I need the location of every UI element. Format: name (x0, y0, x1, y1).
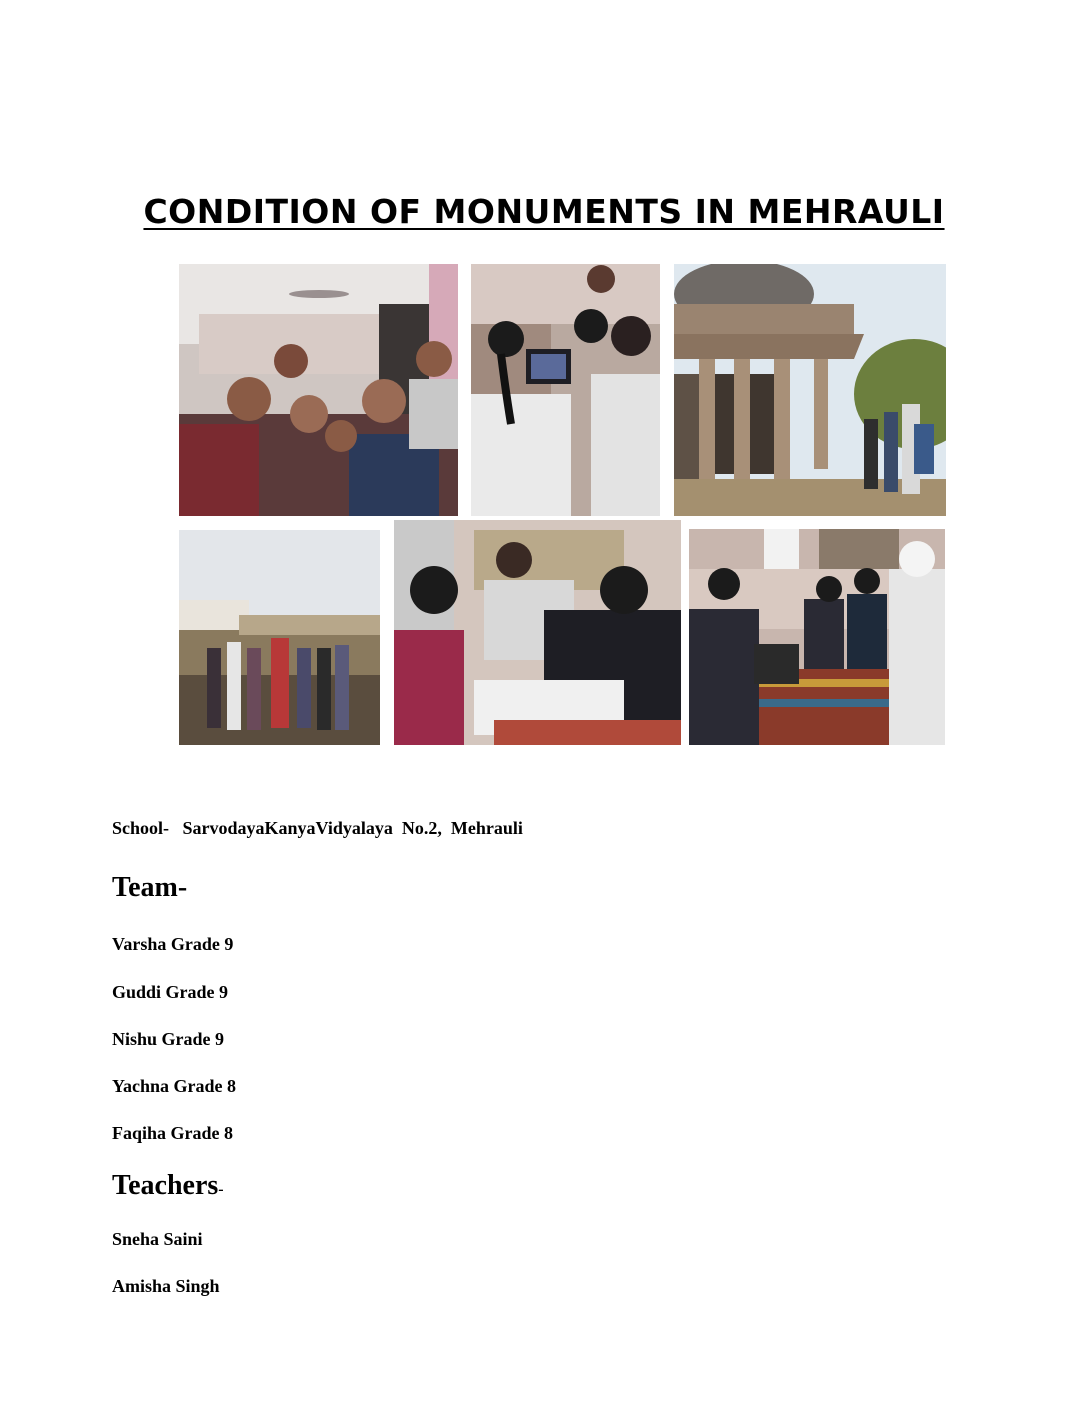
teachers-heading: Teachers- (112, 1170, 224, 1201)
photo-monument (674, 264, 946, 516)
team-heading: Team- (112, 872, 188, 903)
team-member: Nishu Grade 9 (112, 1029, 225, 1049)
photo-group-selfie (179, 264, 458, 516)
photo-group-outdoors (179, 530, 380, 745)
team-member: Yachna Grade 8 (112, 1076, 237, 1096)
photo-students-writing (394, 520, 681, 745)
school-line: School- SarvodayaKanyaVidyalaya No.2, Mehrauli (112, 818, 523, 838)
team-member: Guddi Grade 9 (112, 982, 229, 1002)
team-member: Faqiha Grade 8 (112, 1123, 234, 1143)
photo-students-laptop (471, 264, 660, 516)
page-title: CONDITION OF MONUMENTS IN MEHRAULI (143, 192, 945, 231)
photo-group-discussion (689, 529, 945, 745)
team-member: Varsha Grade 9 (112, 934, 234, 954)
teacher-name: Amisha Singh (112, 1276, 220, 1296)
teacher-name: Sneha Saini (112, 1229, 203, 1249)
